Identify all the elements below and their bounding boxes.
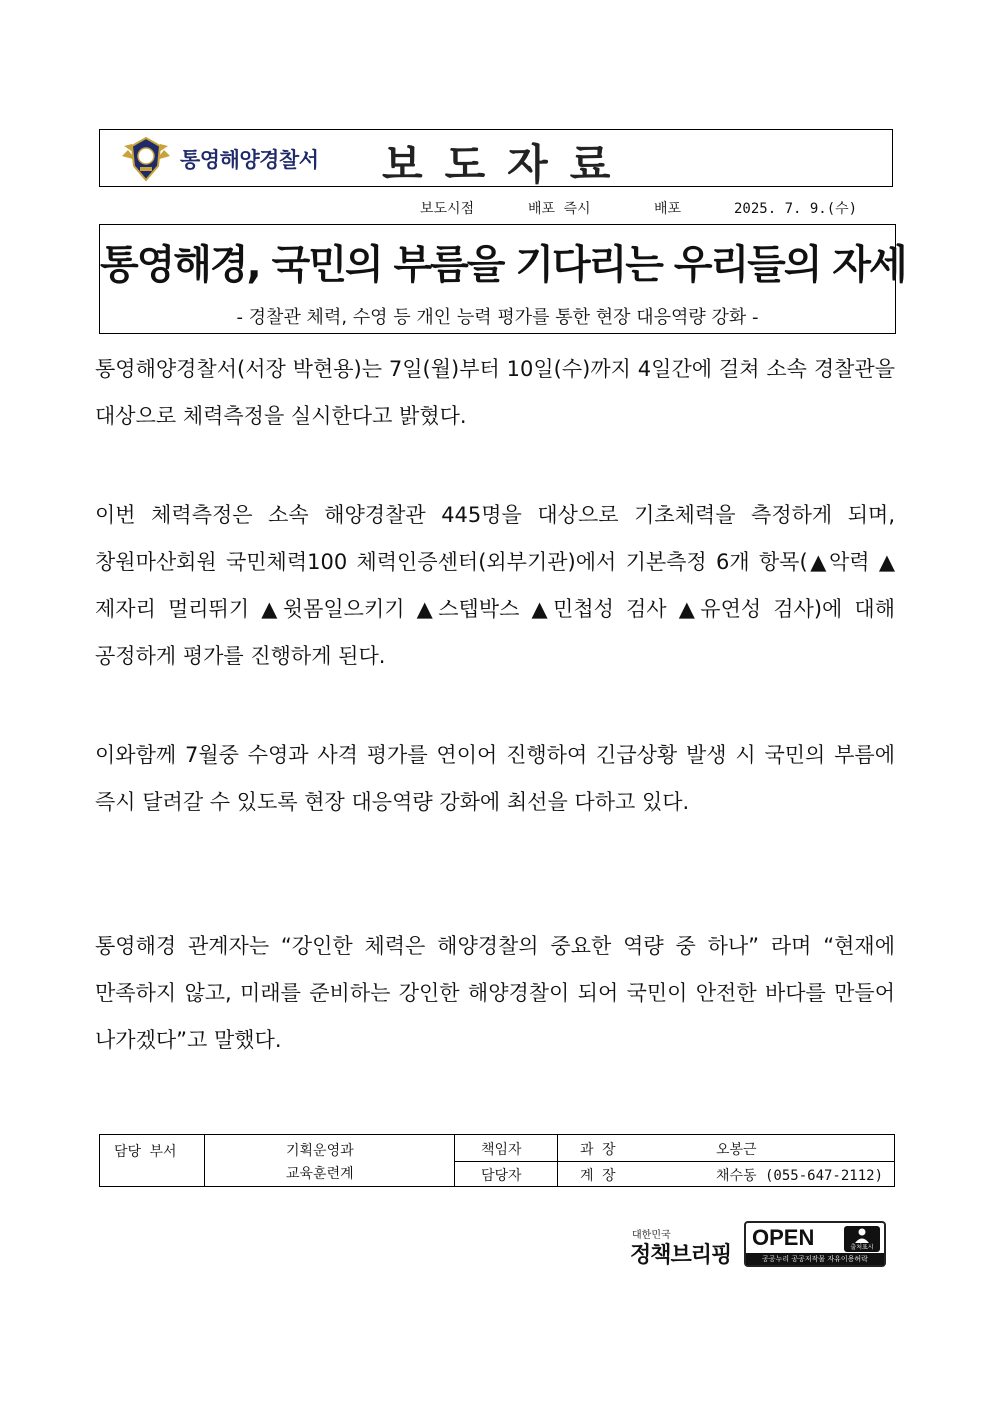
responsible-label: 책임자 <box>481 1142 522 1158</box>
attribution-icon <box>844 1226 880 1252</box>
release-timing: 배포 즉시 <box>528 201 591 217</box>
open-word: OPEN <box>752 1225 815 1250</box>
contact-table <box>99 1134 895 1187</box>
dept-label: 담당 부서 <box>114 1144 177 1160</box>
paragraph-3: 이와함께 7월중 수영과 사격 평가를 연이어 진행하여 긴급상황 발생 시 국민의 부름에 즉시 달려갈 수 있도록 현장 대응역량 강화에 최선을 다하고 있다. <box>95 743 895 814</box>
briefing-big-text: 정책브리핑 <box>630 1243 732 1268</box>
org-name: 통영해양경찰서 <box>180 148 319 172</box>
staff-name-phone: 채수동 (055-647-2112) <box>716 1168 884 1184</box>
header-box <box>99 129 893 187</box>
headline: 통영해경, 국민의 부름을 기다리는 우리들의 자세 <box>100 242 906 288</box>
kogl-open-badge <box>744 1221 886 1267</box>
staff-title: 계 장 <box>580 1168 616 1184</box>
release-date: 2025. 7. 9.(수) <box>734 201 858 217</box>
staff-label: 담당자 <box>481 1168 522 1184</box>
attribution-label: 출처표시 <box>850 1244 874 1251</box>
paragraph-1: 통영해양경찰서(서장 박현용)는 7일(월)부터 10일(수)까지 4일간에 걸쳐 소속 경찰관을 대상으로 체력측정을 실시한다고 밝혔다. <box>95 357 895 428</box>
release-info <box>0 198 992 220</box>
paragraph-2: 이번 체력측정은 소속 해양경찰관 445명을 대상으로 기초체력을 측정하게 되며, 창원마산회원 국민체력100 체력인증센터(외부기관)에서 기본측정 6개 항목(▲악력 ▲제자리 멀리뛰기 ▲윗몸일으키기 ▲스텝박스 ▲민첩성 검사 ▲유연성 검사)에 대해 공정하게 평가를 진행하게 된다. <box>95 503 895 668</box>
briefing-small-text: 대한민국 <box>632 1230 671 1241</box>
coast-guard-emblem-icon <box>122 136 170 182</box>
kogl-caption: 공공누리 공공저작물 자유이용허락 <box>746 1253 884 1265</box>
responsible-title: 과 장 <box>580 1142 616 1158</box>
paragraph-4: 통영해경 관계자는 “강인한 체력은 해양경찰의 중요한 역량 중 하나” 라며 “현재에 만족하지 않고, 미래를 준비하는 강인한 해양경찰이 되어 국민이 안전한 바다를 만들어 나가겠다”고 말했다. <box>95 934 895 1052</box>
doc-type-title: 보도자료 <box>382 140 633 189</box>
title-box <box>99 224 906 334</box>
distribution-label: 배포 <box>654 201 682 217</box>
dept-name-1: 기획운영과 <box>286 1143 354 1159</box>
policy-briefing-logo <box>630 1226 740 1270</box>
subtitle: - 경찰관 체력, 수영 등 개인 능력 평가를 통한 현장 대응역량 강화 - <box>236 307 759 328</box>
release-label: 보도시점 <box>420 201 475 217</box>
dept-name-2: 교육훈련계 <box>286 1166 354 1182</box>
responsible-name: 오봉근 <box>716 1142 757 1158</box>
